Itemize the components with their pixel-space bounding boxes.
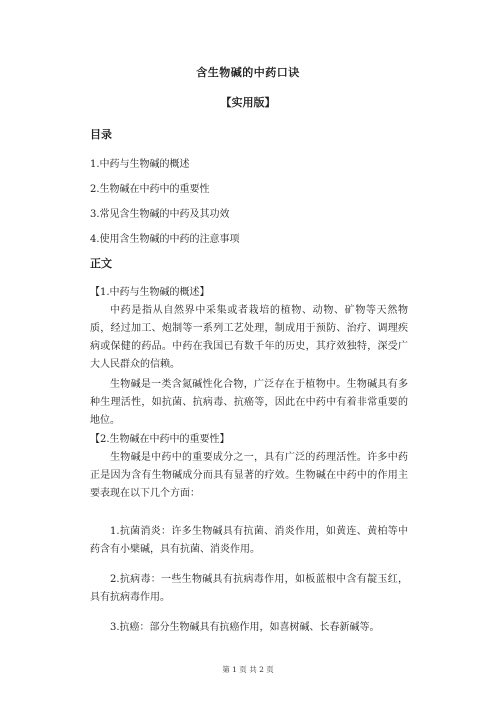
toc-item-1: 1.中药与生物碱的概述 bbox=[90, 159, 190, 170]
section-2-paragraph-4: 3.抗癌：部分生物碱具有抗癌作用，如喜树碱、长春新碱等。 bbox=[110, 622, 380, 633]
document-title: 含生物碱的中药口诀 bbox=[196, 66, 300, 79]
toc-item-3: 3.常见含生物碱的中药及其功效 bbox=[90, 209, 230, 220]
toc-heading: 目录 bbox=[90, 128, 112, 141]
page-footer: 第 1 页 共 2 页 bbox=[222, 665, 274, 674]
section-2-paragraph-3: 2.抗病毒：一些生物碱具有抗病毒作用，如板蓝根中含有靛玉红，具有抗病毒作用。 bbox=[90, 574, 408, 603]
section-1-paragraph-2: 生物碱是一类含氮碱性化合物，广泛存在于植物中。生物碱具有多种生理活性，如抗菌、抗病毒、抗癌等，因此在中药中有着非常重要的地位。 bbox=[90, 379, 408, 426]
toc-item-4: 4.使用含生物碱的中药的注意事项 bbox=[90, 234, 240, 245]
body-heading: 正文 bbox=[90, 257, 112, 270]
section-1-paragraph-1: 中药是指从自然界中采集或者栽培的植物、动物、矿物等天然物质，经过加工、炮制等一系列工艺处理，制成用于预防、治疗、调理疾病或保健的药品。中药在我国已有数千年的历史，其疗效独特，深受广大人民群众的信赖。 bbox=[90, 305, 408, 370]
document-subtitle: 【实用版】 bbox=[220, 96, 276, 109]
section-1-heading: 【1.中药与生物碱的概述】 bbox=[90, 287, 210, 298]
toc-item-2: 2.生物碱在中药中的重要性 bbox=[90, 184, 210, 195]
section-2-paragraph-2: 1.抗菌消炎：许多生物碱具有抗菌、消炎作用，如黄连、黄柏等中药含有小檗碱，具有抗菌、消炎作用。 bbox=[90, 526, 408, 555]
section-2-heading: 【2.生物碱在中药中的重要性】 bbox=[90, 434, 230, 445]
section-2-paragraph-1: 生物碱是中药中的重要成分之一，具有广泛的药理活性。许多中药正是因为含有生物碱成分而具有显著的疗效。生物碱在中药中的作用主要表现在以下几个方面： bbox=[90, 452, 408, 499]
